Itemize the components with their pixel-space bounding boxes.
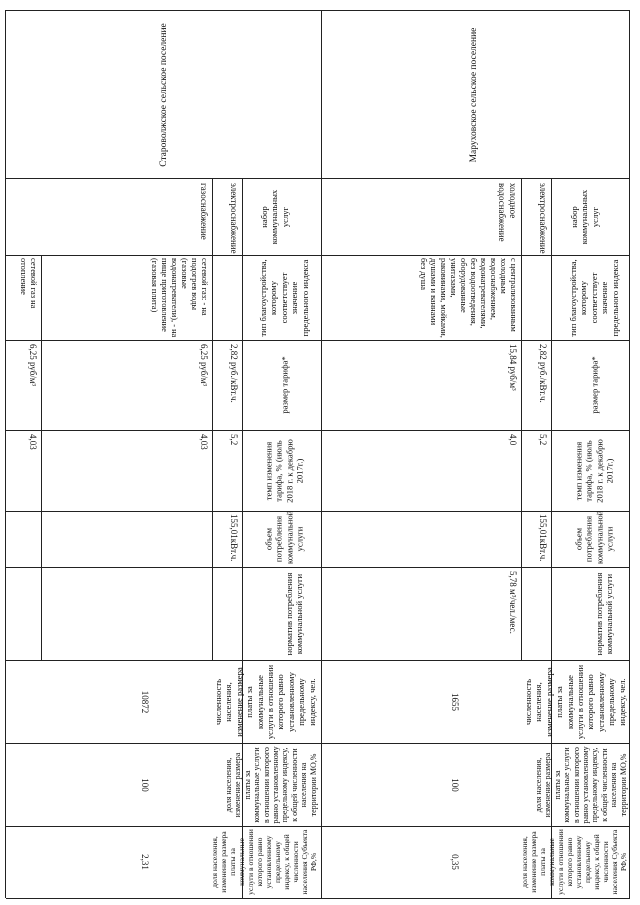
header-consumption-norm: норматив потребления коммунальной услуги <box>594 572 615 656</box>
header-share-mo: доля населения, изменение размера платы за коммунальные услуги в отношении которого равно установленному предельному индексу, к общей численности населения на территории МО,% <box>223 746 318 824</box>
tariff-cell: 15,84 руб/м³ <box>508 344 518 391</box>
header-amenity-type: тип благоустройства, которому соответствует значение предельного индекса <box>257 259 310 337</box>
service-cell: электроснабжение <box>538 183 548 254</box>
header-services: набор коммунальных услуг <box>258 189 290 245</box>
share-mo-value: 100 <box>450 778 460 792</box>
header-amenity-type: тип благоустройства, которому соответствует значение предельного индекса <box>567 259 620 337</box>
amenity-cell: сетевой газ на отопление <box>19 258 38 309</box>
municipality-name: Староволжское сельское поселение <box>159 23 169 167</box>
rate-cell: 4,03 <box>28 434 38 450</box>
header-share-subject: доля населения, изменение размера платы за коммунальные услуги в отношении которого равно установленному предельному индексу, к общей численности населения Субъекта РФ,% <box>210 829 318 895</box>
tariff-cell: 6,25 руб/м³ <box>28 344 38 387</box>
tariff-cell: 2,82 руб./кВт.ч. <box>229 344 239 403</box>
service-cell: газоснабжение <box>199 183 209 240</box>
header-tariff-size: размер тарифа* <box>589 356 600 414</box>
share-mo-value: 100 <box>140 778 150 792</box>
amenity-cell: сетевой газ: - на подогрев воды (газовые водонагреватели), - на пище приготовление (газовая плита) <box>150 258 209 338</box>
rate-cell: 4,0 <box>508 434 518 446</box>
tariff-cell: 6,25 руб/м³ <box>199 344 209 387</box>
rate-cell: 4,03 <box>199 434 209 450</box>
header-share-subject: доля населения, изменение размера платы за коммунальные услуги в отношении которого равно установленному предельному индексу, к общей численности населения Субъекта РФ,% <box>520 829 628 895</box>
header-population-count: численность населения, изменение размера платы за коммунальные услуги в отношении которого равно установленному предельному индексу, чел. <box>522 664 627 740</box>
tariff-cell: 2,82 руб./кВт.ч. <box>538 344 548 403</box>
header-population-count: численность населения, изменение размера платы за коммунальные услуги в отношении которого равно установленному предельному индексу, чел. <box>212 664 317 740</box>
header-tariff-rate: темп изменения тарифа, % (июль 2018 г. к декабрю 2017г.) <box>263 439 305 503</box>
norm-cell: 5,78 м³/чел./мес. <box>508 571 518 634</box>
population-count-value: 1655 <box>450 693 460 711</box>
municipality-name: Маруховское сельское поселение <box>469 27 479 163</box>
rate-cell: 5,2 <box>229 434 239 446</box>
share-subject-value: 2,31 <box>140 854 150 870</box>
volume-cell: 155,01кВт.ч. <box>229 514 239 562</box>
header-tariff-rate: темп изменения тарифа, % (июль 2018 г. к декабрю 2017г.) <box>573 439 615 503</box>
volume-cell: 155,01кВт.ч. <box>538 514 548 562</box>
header-consumption-volume: объем потребления коммунальной услуги <box>263 510 305 564</box>
service-cell: электроснабжение <box>229 183 239 254</box>
service-cell: холодное водоснабжение <box>497 183 518 242</box>
header-services: набор коммунальных услуг <box>568 189 600 245</box>
header-consumption-norm: норматив потребления коммунальной услуги <box>284 572 305 656</box>
header-consumption-volume: объем потребления коммунальной услуги <box>573 510 615 564</box>
header-share-mo: доля населения, изменение размера платы за коммунальные услуги в отношении которого равно установленному предельному индексу, к общей численности населения на территории МО,% <box>533 746 628 824</box>
share-subject-value: 0,35 <box>450 854 460 870</box>
amenity-cell: с централизованным холодным водоснабжением, водонагревателями, без водоотведения, оборудованные унитазами, раковинами, мойками, душами и ваннами без душа <box>419 258 518 338</box>
population-count-value: 10872 <box>140 690 150 714</box>
rate-cell: 5,2 <box>538 434 548 446</box>
header-tariff-size: размер тарифа* <box>279 356 290 414</box>
